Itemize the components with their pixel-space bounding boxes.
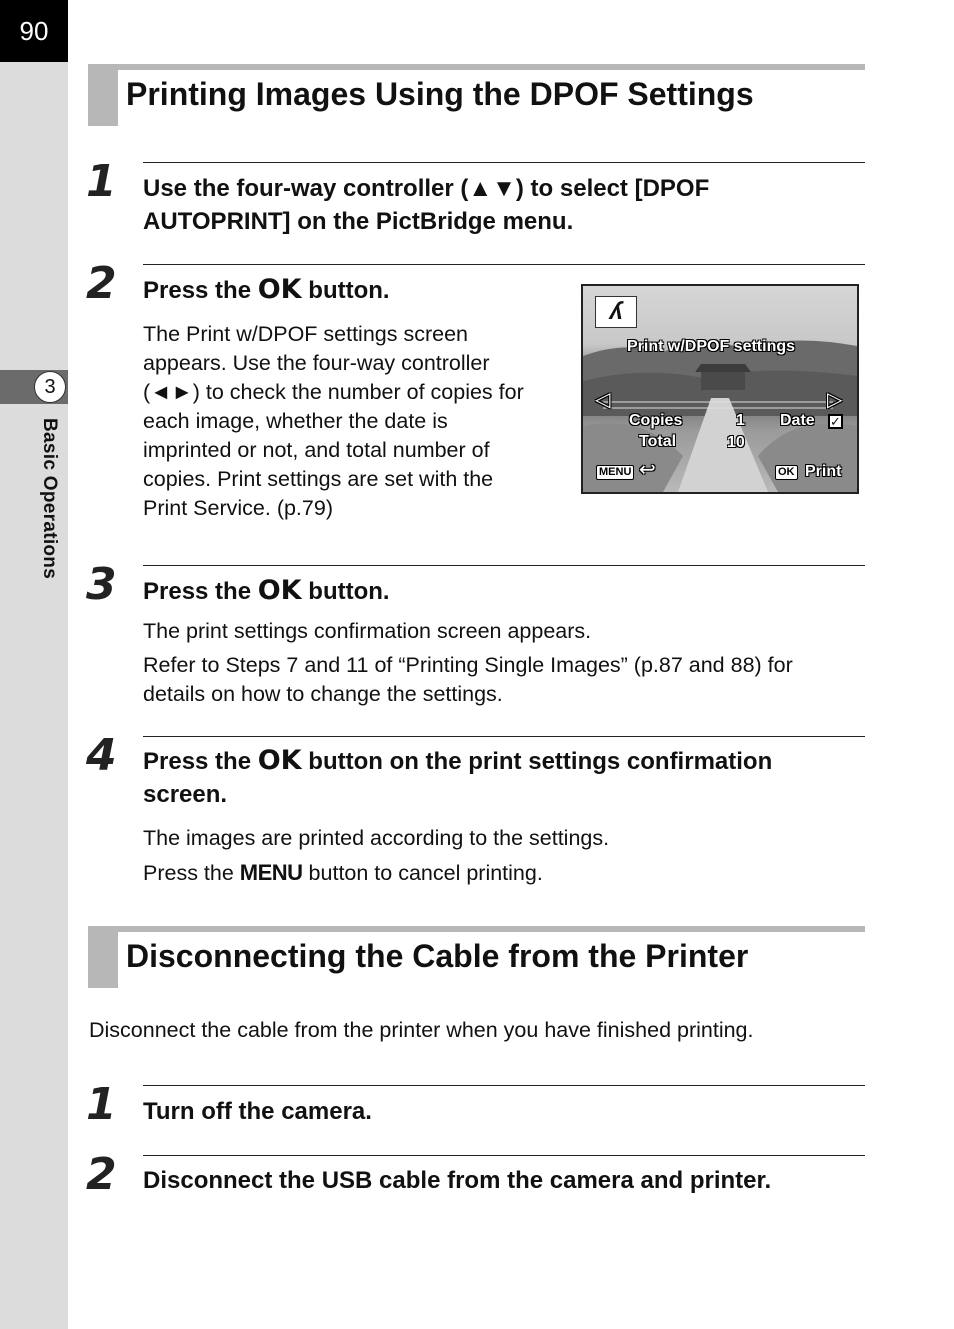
- screen-title: Print w/DPOF settings: [627, 338, 796, 355]
- section-header-block: [88, 926, 118, 988]
- heading-text: Press the: [143, 277, 258, 304]
- printer-icon: ʎ: [595, 296, 637, 328]
- print-label: Print: [805, 463, 842, 480]
- chapter-number: 3: [34, 371, 66, 403]
- step-divider: [143, 1155, 865, 1156]
- heading-text: button.: [301, 277, 390, 304]
- left-arrow-icon: ◁: [595, 389, 611, 411]
- body-text: button to cancel printing.: [302, 861, 543, 885]
- body-paragraph: Refer to Steps 7 and 11 of “Printing Single Images” (p.87 and 88) for details on how to change the settings.: [143, 653, 793, 706]
- camera-screen-preview: [581, 284, 859, 494]
- step-divider: [143, 264, 865, 265]
- page-number: 90: [0, 0, 68, 62]
- step-heading: Disconnect the USB cable from the camera and printer.: [143, 1167, 772, 1194]
- section-header-block: [88, 64, 118, 126]
- step-heading: [143, 273, 390, 307]
- step-number: 1: [86, 1079, 117, 1130]
- section-title: Disconnecting the Cable from the Printer: [126, 938, 749, 974]
- step-divider: [143, 565, 865, 566]
- check-icon: ✓: [828, 414, 843, 429]
- step-number: 1: [86, 156, 117, 207]
- step-number: 2: [86, 1149, 117, 1200]
- step-divider: [143, 736, 865, 737]
- step-divider: [143, 162, 865, 163]
- heading-text: button on the print settings confirmation screen.: [143, 748, 773, 808]
- total-label: Total: [639, 433, 677, 450]
- chapter-title: Basic Operations: [39, 418, 60, 580]
- section-title: Printing Images Using the DPOF Settings: [126, 76, 754, 112]
- step-heading: [143, 574, 390, 608]
- return-icon: ↩: [639, 459, 656, 481]
- copies-value: 1: [736, 412, 745, 429]
- section-intro: Disconnect the cable from the printer when you have finished printing.: [89, 1018, 754, 1042]
- body-text: Press the: [143, 861, 240, 885]
- step-heading: [143, 744, 858, 811]
- total-value: 10: [727, 434, 745, 451]
- step-body: [143, 824, 858, 888]
- step-body: [143, 617, 858, 709]
- section-header-bar: [88, 64, 865, 70]
- section-header-dpof: [88, 64, 865, 126]
- menu-button-symbol: MENU: [239, 860, 303, 885]
- ok-button-symbol: OK: [257, 274, 302, 305]
- sidebar: [0, 0, 68, 1329]
- step-number: 3: [86, 559, 117, 610]
- body-paragraph: The print settings confirmation screen appears.: [143, 619, 592, 643]
- ok-button-symbol: OK: [257, 745, 302, 776]
- step-heading: Turn off the camera.: [143, 1098, 372, 1125]
- heading-text: Press the: [143, 748, 258, 775]
- heading-text: button.: [301, 578, 390, 605]
- step-body: The Print w/DPOF settings screen appears. Use the four-way controller (◄►) to check the number of copies for each image, whether the date is imprinted or not, and total number of copies. Print settings are set with the Print Service. (p.79): [143, 322, 524, 520]
- right-arrow-icon: ▷: [827, 389, 843, 411]
- copies-label: Copies: [629, 412, 683, 429]
- body-paragraph: [143, 858, 858, 888]
- step-heading: Use the four-way controller (▲▼) to select [DPOF AUTOPRINT] on the PictBridge menu.: [143, 175, 710, 235]
- step-number: 4: [86, 730, 117, 781]
- date-label: Date: [780, 412, 815, 429]
- heading-text: Press the: [143, 578, 258, 605]
- ok-badge: OK: [775, 465, 798, 480]
- step-number: 2: [86, 258, 117, 309]
- ok-button-symbol: OK: [257, 575, 302, 606]
- section-header-disconnect: [88, 926, 865, 988]
- section-header-bar: [88, 926, 865, 932]
- body-paragraph: The images are printed according to the settings.: [143, 826, 610, 850]
- step-divider: [143, 1085, 865, 1086]
- menu-badge: MENU: [596, 465, 634, 480]
